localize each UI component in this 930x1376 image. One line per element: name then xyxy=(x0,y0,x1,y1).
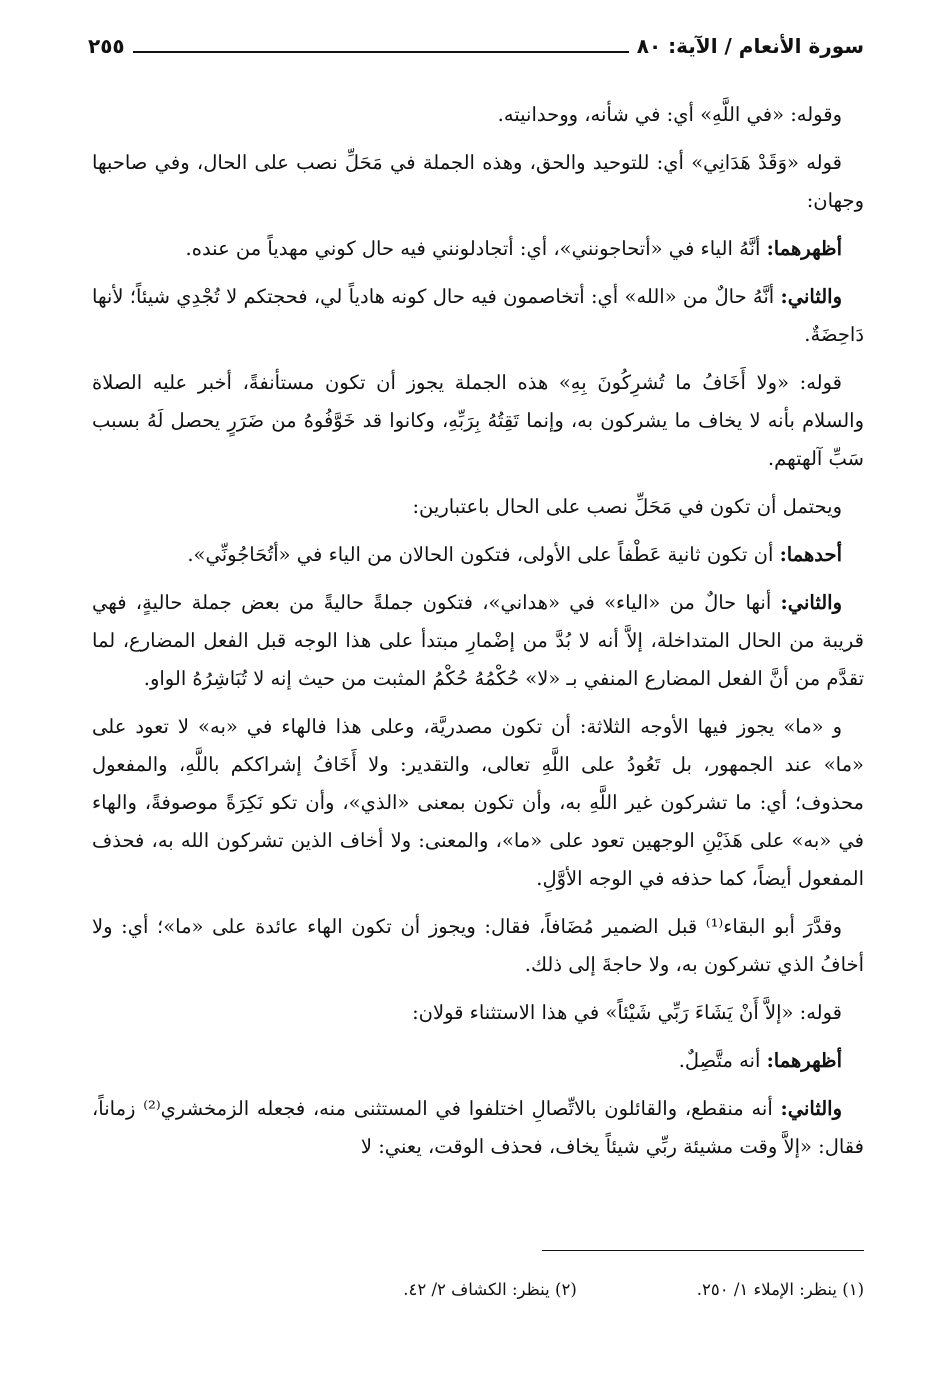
paragraph: والثاني: أنها حالٌ من «الياء» في «هداني»، فتكون جملةً حاليةً من بعض جملة حاليةٍ، فهي قريبة من الحال المتداخلة، إلاَّ أنه لا بُدَّ من إضْمارِ مبتدأ على هذا الوجه قبل الفعل المضارع، لما تقدَّم من أنَّ الفعل المضارع المنفي بـ «لا» حُكْمُهُ حُكْمُ المثبت من حيث إنه لا تُبَاشِرُهُ الواو. xyxy=(92,591,864,690)
paragraph: أظهرهما: أنَّهُ الياء في «أتحاجونني»، أي: أتجادلونني فيه حال كوني مهدياً من عنده. xyxy=(185,237,842,260)
paragraph: والثاني: أنه منقطع، والقائلون بالاتِّصالِ اختلفوا في المستثنى منه، فجعله الزمخشري⁽²⁾ زماناً، فقال: «إلاَّ وقت مشيئة ربِّي شيئاً يخاف، فحذف الوقت، يعني: لا xyxy=(92,1097,864,1158)
paragraph: وقدَّرَ أبو البقاء⁽¹⁾ قبل الضمير مُضَافاً، فقال: ويجوز أن تكون الهاء عائدة على «ما»؛ أي: ولا أخافُ الذي تشركون به، ولا حاجةَ إلى ذلك. xyxy=(92,915,864,976)
page-header xyxy=(88,26,864,66)
paragraph-lead: أظهرهما: xyxy=(766,237,842,260)
paragraph-lead: أحدهما: xyxy=(779,543,842,566)
paragraph: قوله: «ولا أَخَافُ ما تُشرِكُونَ بِهِ» هذه الجملة يجوز أن تكون مستأنفةً، أخبر عليه الصلاة والسلام بأنه لا يخاف ما يشركون به، وإنما تَقِتُهُ بِرَبِّهِ، وكانوا قد خَوَّفُوهُ من ضَرَرٍ يحصل لَهُ بسبب سَبِّ آلهتهم. xyxy=(92,371,864,470)
paragraph: قوله «وَقَدْ هَدَانِي» أي: للتوحيد والحق، وهذه الجملة في مَحَلِّ نصب على الحال، وفي صاحبها وجهان: xyxy=(92,151,864,212)
footnote: (١) ينظر: الإملاء ١/ ٢٥٠. xyxy=(696,1280,864,1299)
header-rule xyxy=(133,51,629,53)
page-number: ٢٥٥ xyxy=(88,34,125,58)
footnote: (٢) ينظر: الكشاف ٢/ ٤٢. xyxy=(403,1280,577,1299)
footnotes xyxy=(92,1276,864,1304)
paragraph-lead: أظهرهما: xyxy=(766,1049,842,1072)
paragraph: قوله: «إلاَّ أَنْ يَشَاءَ رَبِّي شَيْئاً» في هذا الاستثناء قولان: xyxy=(412,1001,842,1024)
paragraph: أحدهما: أن تكون ثانية عَطْفاً على الأولى، فتكون الحالان من الياء في «أتُحَاجُونِّي». xyxy=(187,543,842,566)
paragraph: أظهرهما: أنه متَّصِلٌ. xyxy=(678,1049,842,1072)
paragraph-lead: والثاني: xyxy=(780,591,842,614)
footnote-rule xyxy=(542,1250,864,1251)
paragraph-lead: والثاني: xyxy=(780,1097,842,1120)
paragraph-lead: والثاني: xyxy=(780,285,842,308)
paragraph: وقوله: «في اللَّهِ» أي: في شأنه، ووحدانيته. xyxy=(497,103,842,126)
paragraph: و «ما» يجوز فيها الأوجه الثلاثة: أن تكون مصدريَّة، وعلى هذا فالهاء في «به» لا تعود على «ما» عند الجمهور، بل تَعُودُ على اللَّهِ تعالى، والتقدير: ولا أَخَافُ إشراككم باللَّهِ، والمفعول محذوف؛ أي: ما تشركون غير اللَّهِ به، وأن تكون بمعنى «الذي»، وأن تكو نَكِرَةً موصوفةً، والهاء في «به» على هَذَيْنِ الوجهين تعود على «ما»، والمعنى: ولا أخاف الذين تشركون الله به، فحذف المفعول أيضاً، كما حذفه في الوجه الأوَّلِ. xyxy=(92,715,864,890)
running-title: سورة الأنعام / الآية: ٨٠ xyxy=(636,34,864,58)
paragraph: والثاني: أنَّهُ حالٌ من «الله» أي: أتخاصمون فيه حال كونه هادياً لي، فحجتكم لا تُجْدِي شيئاً؛ لأنها دَاحِضَةٌ. xyxy=(92,285,864,346)
main-text xyxy=(92,96,864,1176)
paragraph: ويحتمل أن تكون في مَحَلِّ نصب على الحال باعتبارين: xyxy=(412,495,842,518)
